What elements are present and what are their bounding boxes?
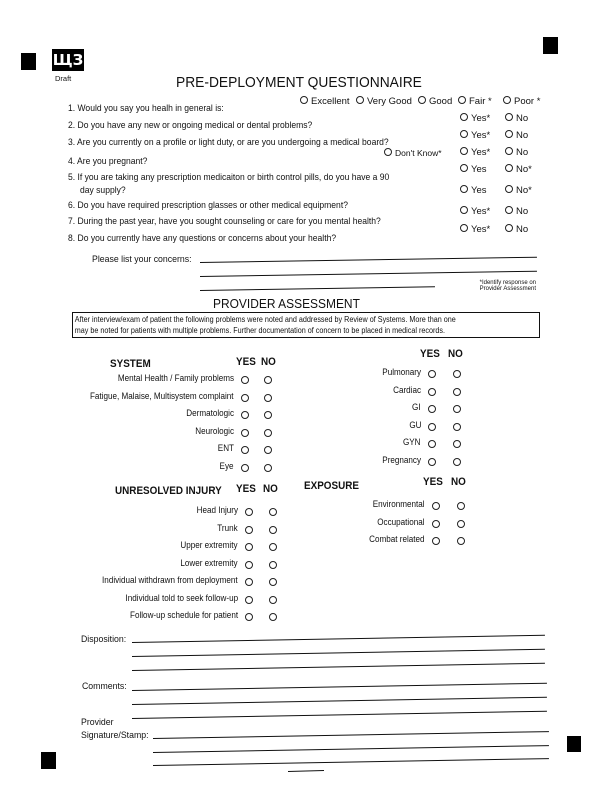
- system-right-no-radio[interactable]: [453, 370, 461, 378]
- radio-icon: [505, 224, 513, 232]
- radio-icon: [503, 96, 511, 104]
- system-right-yes-radio[interactable]: [428, 423, 436, 431]
- system-left-no-radio[interactable]: [264, 446, 272, 454]
- exposure-yes-radio[interactable]: [432, 520, 440, 528]
- radio-icon: [505, 206, 513, 214]
- system-left-label: Dermatologic: [186, 408, 234, 418]
- question-6: 6. Do you have required prescription glasses or other medical equipment?: [68, 200, 348, 211]
- q7-option-yes[interactable]: Yes*: [460, 206, 490, 217]
- q5-option-yes[interactable]: Yes: [460, 164, 487, 175]
- radio-icon: [460, 147, 468, 155]
- exposure-label: Occupational: [377, 516, 425, 527]
- signature-label: Provider Signature/Stamp:: [81, 717, 149, 741]
- exposure-yes-radio[interactable]: [432, 537, 440, 545]
- q1-option-excellent[interactable]: Excellent: [300, 96, 350, 107]
- q6-option-yes[interactable]: Yes: [460, 185, 487, 196]
- radio-icon: [460, 130, 468, 138]
- concerns-label: Please list your concerns:: [92, 254, 192, 265]
- system-no-header: NO: [261, 356, 276, 368]
- page-mark-line: [288, 770, 324, 772]
- system-left-no-radio[interactable]: [264, 429, 272, 437]
- injury-label: Head Injury: [196, 505, 238, 515]
- comments-label: Comments:: [82, 681, 127, 692]
- injury-no-radio[interactable]: [269, 526, 277, 534]
- signature-line-3[interactable]: [153, 758, 549, 766]
- system-right-no-radio[interactable]: [453, 440, 461, 448]
- concerns-line-1[interactable]: [200, 257, 537, 264]
- exposure-yes-radio[interactable]: [432, 502, 440, 510]
- system-left-no-radio[interactable]: [264, 394, 272, 402]
- injury-yes-radio[interactable]: [245, 543, 253, 551]
- system-right-label: GYN: [403, 437, 421, 448]
- disposition-line-1[interactable]: [132, 635, 545, 644]
- registration-mark-bottom-right: [567, 736, 581, 752]
- provider-assessment-title: PROVIDER ASSESSMENT: [213, 296, 360, 311]
- exposure-heading: EXPOSURE: [304, 480, 360, 492]
- injury-no-radio[interactable]: [269, 508, 277, 516]
- injury-no-radio[interactable]: [269, 578, 277, 586]
- radio-icon: [460, 206, 468, 214]
- comments-line-2[interactable]: [132, 697, 547, 706]
- injury-no-radio[interactable]: [269, 561, 277, 569]
- system-heading: SYSTEM: [110, 358, 151, 370]
- question-5-continued: day supply?: [80, 185, 126, 196]
- q4-option-dont-know[interactable]: Don't Know*: [384, 148, 442, 158]
- q1-option-fair[interactable]: Fair *: [458, 96, 492, 107]
- identify-note: *Identify response on Provider Assessment: [479, 280, 536, 292]
- q1-option-very-good[interactable]: Very Good: [356, 96, 412, 107]
- injury-no-radio[interactable]: [269, 543, 277, 551]
- injury-no-header: NO: [263, 483, 278, 495]
- system-right-yes-header: YES: [420, 348, 440, 360]
- injury-label: Trunk: [217, 522, 238, 533]
- radio-icon: [505, 147, 513, 155]
- injury-yes-radio[interactable]: [245, 578, 253, 586]
- system-left-yes-radio[interactable]: [241, 429, 249, 437]
- instructions-box: [72, 312, 540, 338]
- watermark-not-for-official-use: Not For Official Use: [140, 773, 281, 790]
- q7-option-no[interactable]: No: [505, 206, 528, 217]
- q8-option-no[interactable]: No: [505, 224, 528, 235]
- injury-yes-radio[interactable]: [245, 613, 253, 621]
- system-right-yes-radio[interactable]: [428, 388, 436, 396]
- radio-icon: [460, 185, 468, 193]
- system-yes-header: YES: [236, 356, 256, 368]
- exposure-no-radio[interactable]: [457, 520, 465, 528]
- system-right-label: Pulmonary: [382, 367, 421, 377]
- system-left-label: ENT: [217, 443, 234, 453]
- disposition-line-3[interactable]: [132, 663, 545, 672]
- system-left-yes-radio[interactable]: [241, 464, 249, 472]
- exposure-label: Combat related: [369, 534, 425, 544]
- injury-yes-radio[interactable]: [245, 526, 253, 534]
- system-right-label: Pregnancy: [382, 455, 421, 465]
- registration-mark-top-right: [543, 37, 558, 54]
- injury-label: Lower extremity: [180, 557, 238, 568]
- instructions-line-1: After interview/exam of patient the following problems were noted and addressed by Review of Systems. More than one: [74, 315, 456, 324]
- concerns-line-2[interactable]: [200, 271, 537, 278]
- injury-label: Individual told to seek follow-up: [125, 592, 238, 603]
- injury-yes-radio[interactable]: [245, 508, 253, 516]
- injury-yes-radio[interactable]: [245, 596, 253, 604]
- system-left-label: Eye: [220, 460, 234, 471]
- page-title: PRE-DEPLOYMENT QUESTIONNAIRE: [176, 74, 422, 91]
- exposure-no-radio[interactable]: [457, 502, 465, 510]
- q1-option-good[interactable]: Good: [418, 96, 452, 107]
- radio-icon: [505, 113, 513, 121]
- q1-option-poor[interactable]: Poor *: [503, 96, 540, 107]
- radio-icon: [505, 130, 513, 138]
- radio-icon: [356, 96, 364, 104]
- system-left-label: Neurologic: [195, 425, 234, 436]
- injury-no-radio[interactable]: [269, 596, 277, 604]
- signature-line-2[interactable]: [153, 745, 549, 753]
- system-right-label: Cardiac: [393, 384, 421, 395]
- system-left-no-radio[interactable]: [264, 376, 272, 384]
- disposition-line-2[interactable]: [132, 649, 545, 658]
- q4-option-no[interactable]: No: [505, 147, 528, 158]
- q2-option-no[interactable]: No: [505, 113, 528, 124]
- radio-icon: [505, 185, 513, 193]
- system-left-no-radio[interactable]: [264, 411, 272, 419]
- system-right-no-radio[interactable]: [453, 423, 461, 431]
- registration-mark-bottom-left: [41, 752, 56, 769]
- exposure-no-radio[interactable]: [457, 537, 465, 545]
- radio-icon: [460, 113, 468, 121]
- question-1: 1. Would you say you healh in general is:: [68, 103, 224, 114]
- system-right-no-radio[interactable]: [453, 388, 461, 396]
- system-left-label: Mental Health / Family problems: [117, 373, 234, 383]
- question-4: 4. Are you pregnant?: [68, 156, 148, 167]
- system-right-no-header: NO: [448, 348, 463, 360]
- draft-label: Draft: [55, 74, 72, 83]
- q6-option-no[interactable]: No*: [505, 185, 532, 196]
- q2-option-yes[interactable]: Yes*: [460, 113, 490, 124]
- exposure-yes-header: YES: [423, 476, 443, 488]
- injury-yes-header: YES: [236, 483, 256, 495]
- system-right-no-radio[interactable]: [453, 458, 461, 466]
- injury-no-radio[interactable]: [269, 613, 277, 621]
- radio-icon: [458, 96, 466, 104]
- system-left-yes-radio[interactable]: [241, 394, 249, 402]
- registration-mark-top-left: [21, 53, 36, 70]
- disposition-label: Disposition:: [81, 634, 127, 645]
- injury-label: Follow-up schedule for patient: [129, 610, 238, 620]
- signature-line-1[interactable]: [153, 731, 549, 739]
- radio-icon: [384, 148, 392, 156]
- system-right-yes-radio[interactable]: [428, 458, 436, 466]
- watermark-sample: SAMPLE: [440, 4, 532, 29]
- question-7: 7. During the past year, have you sought counseling or care for you mental health?: [68, 216, 381, 227]
- system-left-yes-radio[interactable]: [241, 446, 249, 454]
- injury-label: Upper extremity: [180, 540, 238, 550]
- comments-line-3[interactable]: [132, 711, 547, 720]
- system-left-yes-radio[interactable]: [241, 376, 249, 384]
- question-2: 2. Do you have any new or ongoing medical or dental problems?: [68, 120, 313, 131]
- system-right-no-radio[interactable]: [453, 405, 461, 413]
- radio-icon: [300, 96, 308, 104]
- system-left-yes-radio[interactable]: [241, 411, 249, 419]
- q4-option-yes[interactable]: Yes*: [460, 147, 490, 158]
- question-3: 3. Are you currently on a profile or light duty, or are you undergoing a medical board?: [68, 137, 389, 148]
- question-8: 8. Do you currently have any questions or concerns about your health?: [68, 233, 337, 244]
- q3-option-no[interactable]: No: [505, 130, 528, 141]
- system-right-label: GI: [412, 402, 421, 413]
- logo-text: ЩЗ: [52, 51, 84, 69]
- radio-icon: [460, 224, 468, 232]
- radio-icon: [418, 96, 426, 104]
- injury-label: Individual withdrawn from deployment: [102, 575, 238, 585]
- system-right-yes-radio[interactable]: [428, 370, 436, 378]
- q3-option-yes[interactable]: Yes*: [460, 130, 490, 141]
- q8-option-yes[interactable]: Yes*: [460, 224, 490, 235]
- instructions-line-2: may be noted for patients with multiple problems. Further documentation of concern to be placed in medical records.: [74, 326, 445, 335]
- system-right-label: GU: [408, 419, 421, 430]
- logo: [52, 49, 84, 71]
- exposure-no-header: NO: [451, 476, 466, 488]
- question-5: 5. If you are taking any prescription medicaiton or birth control pills, do you have a 90: [68, 172, 390, 183]
- radio-icon: [505, 164, 513, 172]
- system-right-yes-radio[interactable]: [428, 405, 436, 413]
- system-left-label: Fatigue, Malaise, Multisystem complaint: [90, 390, 234, 401]
- exposure-label: Environmental: [373, 499, 425, 509]
- q5-option-no[interactable]: No*: [505, 164, 532, 175]
- injury-yes-radio[interactable]: [245, 561, 253, 569]
- concerns-line-3[interactable]: [200, 286, 435, 291]
- injury-heading: UNRESOLVED INJURY: [115, 485, 222, 497]
- system-right-yes-radio[interactable]: [428, 440, 436, 448]
- radio-icon: [460, 164, 468, 172]
- comments-line-1[interactable]: [132, 683, 547, 692]
- system-left-no-radio[interactable]: [264, 464, 272, 472]
